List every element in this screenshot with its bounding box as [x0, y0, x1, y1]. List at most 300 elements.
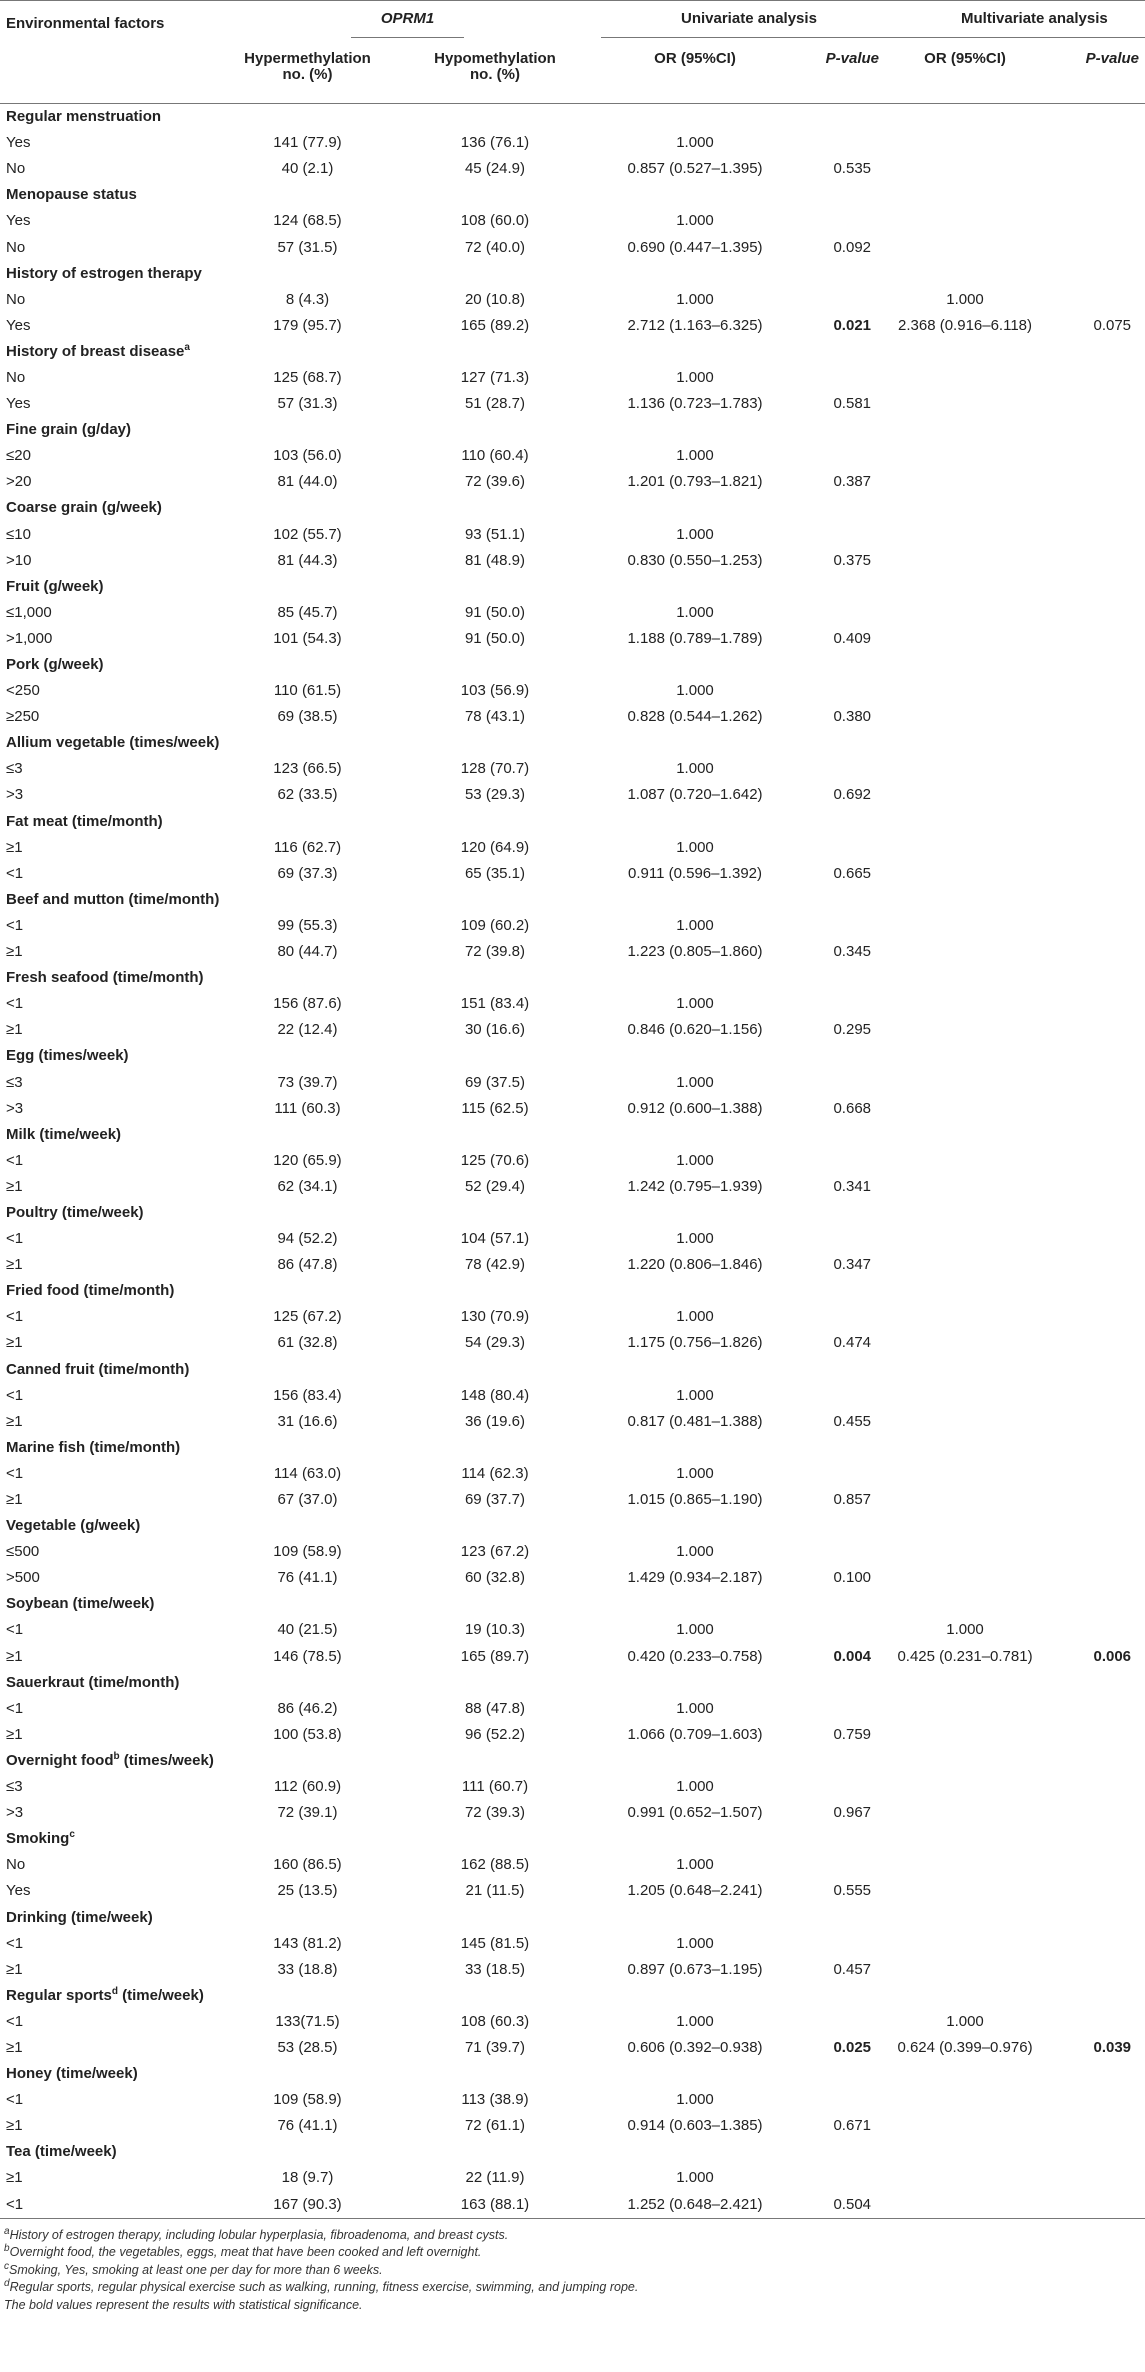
or-univariate-cell: 1.000 — [676, 1699, 714, 1717]
hyper-cell: 85 (45.7) — [277, 603, 338, 621]
category-label — [0, 1200, 1145, 1226]
p-univariate-cell: 0.967 — [833, 1804, 872, 1822]
or-univariate-cell: 1.000 — [676, 290, 714, 308]
category-label — [0, 652, 1145, 678]
p-multivariate-cell — [1045, 1461, 1145, 1487]
level-cell: ≥1 — [6, 1021, 23, 1039]
level-cell: ≥250 — [6, 708, 40, 726]
or-univariate-cell: 0.828 (0.544–1.262) — [627, 708, 763, 726]
or-multivariate-cell — [885, 1931, 1045, 1957]
table-row — [0, 2035, 1145, 2061]
p-univariate-cell: 0.457 — [833, 1960, 872, 1978]
category-label-text: Allium vegetable (times/week) — [6, 734, 220, 752]
p-multivariate-cell — [1045, 234, 1145, 260]
hyper-cell: 86 (47.8) — [277, 1256, 338, 1274]
col-header-hypo-line1: Hypomethylation — [434, 50, 556, 67]
p-multivariate-cell — [1045, 1409, 1145, 1435]
or-univariate-cell: 1.000 — [676, 1856, 714, 1874]
category-label-text: Smoking — [6, 1830, 70, 1848]
p-multivariate-cell — [1045, 2087, 1145, 2113]
level-cell: ≥1 — [6, 2117, 23, 2135]
hypo-cell: 72 (61.1) — [464, 2117, 526, 2135]
table-row — [0, 1304, 1145, 1330]
level-cell: <1 — [6, 1621, 24, 1639]
footnote-line — [4, 2227, 1141, 2245]
footnote-marker: c — [69, 1829, 75, 1841]
category-label-text: History of estrogen therapy — [6, 264, 202, 282]
hyper-cell: 31 (16.6) — [277, 1412, 338, 1430]
or-multivariate-cell — [885, 626, 1045, 652]
hypo-cell: 125 (70.6) — [460, 1151, 530, 1169]
hyper-cell: 53 (28.5) — [277, 2038, 338, 2056]
or-multivariate-cell — [885, 443, 1045, 469]
table-row — [0, 1226, 1145, 1252]
or-multivariate-cell — [885, 208, 1045, 234]
category-label — [0, 887, 1145, 913]
p-multivariate-cell — [1045, 782, 1145, 808]
table-row — [0, 600, 1145, 626]
category-row — [0, 1200, 1145, 1226]
level-cell: ≤500 — [6, 1543, 40, 1561]
or-univariate-cell: 2.712 (1.163–6.325) — [627, 316, 763, 334]
or-univariate-cell: 1.000 — [676, 1934, 714, 1952]
category-label-text: History of breast disease — [6, 342, 185, 360]
p-univariate-cell — [795, 1617, 885, 1643]
p-univariate-cell — [795, 287, 885, 313]
or-univariate-cell: 1.000 — [676, 1464, 714, 1482]
level-cell: ≥1 — [6, 2169, 23, 2187]
or-univariate-cell: 1.000 — [676, 525, 714, 543]
p-multivariate-cell — [1045, 1852, 1145, 1878]
table-row — [0, 2009, 1145, 2035]
level-cell: No — [6, 160, 26, 178]
level-cell: <1 — [6, 2195, 24, 2213]
hyper-cell: 109 (58.9) — [273, 1543, 342, 1561]
table-row — [0, 313, 1145, 339]
hyper-cell: 100 (53.8) — [273, 1725, 342, 1743]
table-row — [0, 1852, 1145, 1878]
hypo-cell: 108 (60.3) — [460, 2012, 530, 2030]
hypo-cell: 115 (62.5) — [461, 1099, 529, 1117]
p-multivariate-cell — [1045, 2009, 1145, 2035]
category-label — [0, 574, 1145, 600]
hypo-cell: 30 (16.6) — [464, 1021, 526, 1039]
category-label — [0, 1122, 1145, 1148]
p-multivariate-cell — [1045, 2165, 1145, 2191]
category-label-text: Coarse grain (g/week) — [6, 499, 162, 517]
table-row — [0, 835, 1145, 861]
category-row — [0, 182, 1145, 208]
p-multivariate-cell — [1045, 1383, 1145, 1409]
col-header-or-multivariate: OR (95%CI) — [885, 47, 1045, 104]
level-cell: ≥1 — [6, 2038, 23, 2056]
or-multivariate-cell — [885, 1878, 1045, 1904]
category-label-text: Soybean (time/week) — [6, 1595, 155, 1613]
p-multivariate-cell — [1045, 704, 1145, 730]
or-univariate-cell: 1.000 — [676, 447, 714, 465]
category-row — [0, 1670, 1145, 1696]
or-multivariate-cell — [885, 2192, 1045, 2219]
table-row — [0, 2165, 1145, 2191]
or-univariate-cell: 1.000 — [676, 1308, 714, 1326]
col-header-hyper-line1: Hypermethylation — [244, 50, 371, 67]
or-multivariate-cell — [885, 522, 1045, 548]
p-multivariate-cell — [1045, 1878, 1145, 1904]
or-univariate-cell: 1.000 — [676, 1230, 714, 1248]
hypo-cell: 127 (71.3) — [460, 368, 530, 386]
table-row — [0, 391, 1145, 417]
footnote-mark: a — [4, 2225, 10, 2237]
p-multivariate-cell — [1045, 756, 1145, 782]
p-multivariate-cell — [1045, 156, 1145, 182]
hyper-cell: 73 (39.7) — [277, 1073, 338, 1091]
col-header-hyper — [220, 47, 395, 104]
p-multivariate-cell — [1045, 939, 1145, 965]
or-multivariate-cell — [885, 782, 1045, 808]
hyper-cell: 25 (13.5) — [277, 1882, 338, 1900]
hypo-cell: 136 (76.1) — [460, 134, 530, 152]
or-univariate-cell: 0.857 (0.527–1.395) — [627, 160, 763, 178]
or-multivariate-cell — [885, 1304, 1045, 1330]
or-multivariate-cell — [885, 1330, 1045, 1356]
table-row — [0, 1069, 1145, 1095]
footnote-marker: a — [184, 341, 190, 353]
p-multivariate-cell — [1045, 1174, 1145, 1200]
footnote-mark: c — [4, 2260, 9, 2272]
or-univariate-cell: 1.000 — [676, 916, 714, 934]
p-univariate-cell: 0.535 — [833, 160, 872, 178]
col-header-p-multivariate — [1045, 47, 1145, 104]
category-row — [0, 1435, 1145, 1461]
hyper-cell: 61 (32.8) — [277, 1334, 338, 1352]
or-univariate-cell: 1.066 (0.709–1.603) — [627, 1725, 763, 1743]
hyper-cell: 112 (60.9) — [273, 1778, 342, 1796]
hypo-cell: 20 (10.8) — [464, 290, 526, 308]
or-multivariate-cell — [885, 156, 1045, 182]
p-univariate-cell: 0.581 — [833, 395, 872, 413]
category-row — [0, 1357, 1145, 1383]
level-cell: <1 — [6, 1230, 24, 1248]
or-univariate-cell: 1.087 (0.720–1.642) — [627, 786, 763, 804]
or-multivariate-cell — [885, 835, 1045, 861]
or-univariate-cell: 0.911 (0.596–1.392) — [628, 864, 762, 882]
category-label-text: Milk (time/week) — [6, 1125, 122, 1143]
hyper-cell: 33 (18.8) — [277, 1960, 338, 1978]
p-multivariate-cell — [1045, 548, 1145, 574]
p-univariate-cell: 0.021 — [833, 316, 872, 334]
level-cell: No — [6, 1856, 26, 1874]
table-row — [0, 1957, 1145, 1983]
col-header-univariate-group — [595, 1, 885, 48]
hypo-cell: 111 (60.7) — [461, 1778, 529, 1796]
table-row — [0, 1696, 1145, 1722]
p-univariate-cell — [795, 1461, 885, 1487]
p-multivariate-cell — [1045, 287, 1145, 313]
or-multivariate-cell: 1.000 — [946, 1621, 984, 1639]
category-row — [0, 1748, 1145, 1774]
p-univariate-cell: 0.555 — [833, 1882, 872, 1900]
hypo-cell: 96 (52.2) — [464, 1725, 526, 1743]
level-cell: ≤20 — [6, 447, 31, 465]
category-row — [0, 574, 1145, 600]
table-row — [0, 548, 1145, 574]
or-univariate-cell: 1.000 — [676, 1386, 714, 1404]
or-multivariate-cell — [885, 704, 1045, 730]
or-univariate-cell: 1.000 — [676, 838, 714, 856]
hypo-cell: 163 (88.1) — [460, 2195, 530, 2213]
hypo-cell: 113 (38.9) — [461, 2091, 529, 2109]
p-univariate-cell: 0.455 — [833, 1412, 872, 1430]
p-univariate-cell — [795, 2009, 885, 2035]
or-multivariate-cell — [885, 1409, 1045, 1435]
level-cell: ≥1 — [6, 838, 23, 856]
p-univariate-cell — [795, 1852, 885, 1878]
category-label — [0, 182, 1145, 208]
table-row — [0, 469, 1145, 495]
category-row — [0, 417, 1145, 443]
category-label-text: Fruit (g/week) — [6, 577, 104, 595]
category-label — [0, 1513, 1145, 1539]
table-row — [0, 1722, 1145, 1748]
table-row — [0, 1878, 1145, 1904]
category-label-text: Tea (time/week) — [6, 2143, 117, 2161]
or-univariate-cell: 1.000 — [676, 2091, 714, 2109]
category-row — [0, 887, 1145, 913]
category-label-suffix: (times/week) — [119, 1751, 214, 1769]
or-univariate-cell: 1.000 — [676, 368, 714, 386]
or-multivariate-cell — [885, 2165, 1045, 2191]
p-multivariate-cell — [1045, 1148, 1145, 1174]
or-univariate-cell: 0.914 (0.603–1.385) — [627, 2117, 763, 2135]
level-cell: >500 — [6, 1569, 40, 1587]
or-multivariate-cell — [885, 548, 1045, 574]
or-multivariate-cell — [885, 234, 1045, 260]
table-row — [0, 287, 1145, 313]
category-label-text: Beef and mutton (time/month) — [6, 890, 220, 908]
table-body — [0, 104, 1145, 2219]
table-row — [0, 522, 1145, 548]
or-multivariate-cell — [885, 469, 1045, 495]
hyper-cell: 76 (41.1) — [277, 2117, 338, 2135]
table-row — [0, 1017, 1145, 1043]
p-multivariate-cell — [1045, 1800, 1145, 1826]
hyper-cell: 69 (38.5) — [277, 708, 338, 726]
level-cell: <1 — [6, 1151, 24, 1169]
p-multivariate-cell — [1045, 1487, 1145, 1513]
or-univariate-cell: 1.000 — [676, 2169, 714, 2187]
table-row — [0, 678, 1145, 704]
category-row — [0, 2061, 1145, 2087]
p-multivariate-cell — [1045, 1330, 1145, 1356]
hyper-cell: 133(71.5) — [275, 2012, 340, 2030]
gene-group-underline — [351, 11, 464, 38]
category-label-suffix: (time/week) — [117, 1986, 204, 2004]
p-univariate-cell — [795, 1696, 885, 1722]
level-cell: ≤10 — [6, 525, 31, 543]
p-multivariate-cell: 0.075 — [1093, 316, 1132, 334]
category-label — [0, 965, 1145, 991]
p-multivariate-cell — [1045, 469, 1145, 495]
footnote-line — [4, 2279, 1141, 2297]
hyper-cell: 57 (31.5) — [277, 238, 338, 256]
footnote-text: Smoking, Yes, smoking at least one per day for more than 6 weeks. — [9, 2262, 383, 2277]
p-multivariate-cell — [1045, 443, 1145, 469]
hyper-cell: 80 (44.7) — [277, 943, 338, 961]
hypo-cell: 72 (39.6) — [464, 473, 526, 491]
hypo-cell: 162 (88.5) — [460, 1856, 530, 1874]
p-univariate-cell: 0.345 — [833, 943, 872, 961]
hypo-cell: 72 (39.3) — [464, 1804, 526, 1822]
hypo-cell: 54 (29.3) — [464, 1334, 526, 1352]
p-univariate-cell — [795, 522, 885, 548]
p-multivariate-cell: 0.039 — [1093, 2038, 1132, 2056]
p-univariate-cell — [795, 1931, 885, 1957]
or-univariate-cell: 1.015 (0.865–1.190) — [627, 1491, 763, 1509]
category-label-text: Fresh seafood (time/month) — [6, 969, 204, 987]
or-multivariate-cell: 1.000 — [946, 2012, 984, 2030]
level-cell: No — [6, 290, 26, 308]
or-multivariate-cell — [885, 1069, 1045, 1095]
table-row — [0, 1931, 1145, 1957]
or-univariate-cell: 1.000 — [676, 1543, 714, 1561]
or-univariate-cell: 1.000 — [676, 1621, 714, 1639]
or-univariate-cell: 1.000 — [676, 603, 714, 621]
hyper-cell: 116 (62.7) — [273, 838, 342, 856]
or-multivariate-cell — [885, 1226, 1045, 1252]
p-multivariate-cell — [1045, 1774, 1145, 1800]
table-row — [0, 1148, 1145, 1174]
p-multivariate-cell — [1045, 2192, 1145, 2219]
category-label — [0, 1043, 1145, 1069]
category-label — [0, 339, 1145, 365]
level-cell: ≤3 — [6, 1073, 23, 1091]
or-multivariate-cell — [885, 1722, 1045, 1748]
p-univariate-cell: 0.474 — [833, 1334, 872, 1352]
or-univariate-cell: 0.830 (0.550–1.253) — [627, 551, 763, 569]
category-label-text: Honey (time/week) — [6, 2065, 138, 2083]
hyper-cell: 120 (65.9) — [273, 1151, 342, 1169]
p-univariate-cell: 0.387 — [833, 473, 872, 491]
or-univariate-cell: 0.420 (0.233–0.758) — [627, 1647, 763, 1665]
p-univariate-cell: 0.692 — [833, 786, 872, 804]
or-multivariate-cell — [885, 1487, 1045, 1513]
p-multivariate-cell — [1045, 2113, 1145, 2139]
category-row — [0, 965, 1145, 991]
p-multivariate-cell — [1045, 1722, 1145, 1748]
category-label — [0, 1591, 1145, 1617]
table-row — [0, 1487, 1145, 1513]
p-multivariate-cell — [1045, 1696, 1145, 1722]
or-univariate-cell: 0.817 (0.481–1.388) — [627, 1412, 763, 1430]
or-multivariate-cell — [885, 391, 1045, 417]
hyper-cell: 102 (55.7) — [273, 525, 342, 543]
category-row — [0, 261, 1145, 287]
col-header-hypo-line2: no. (%) — [470, 66, 520, 83]
footnote-line — [4, 2297, 1141, 2315]
category-label — [0, 1670, 1145, 1696]
p-multivariate-cell — [1045, 991, 1145, 1017]
table-row — [0, 1096, 1145, 1122]
hypo-cell: 128 (70.7) — [460, 760, 530, 778]
table-row — [0, 1461, 1145, 1487]
p-univariate-cell: 0.665 — [833, 864, 872, 882]
or-multivariate-cell — [885, 1148, 1045, 1174]
category-label — [0, 1748, 1145, 1774]
col-header-multivariate-group — [885, 1, 1145, 48]
p-univariate-cell: 0.341 — [833, 1177, 872, 1195]
or-multivariate-cell — [885, 1017, 1045, 1043]
level-cell: Yes — [6, 1882, 31, 1900]
or-multivariate-cell — [885, 756, 1045, 782]
category-row — [0, 1904, 1145, 1930]
p-multivariate-cell: 0.006 — [1093, 1647, 1132, 1665]
table-row — [0, 782, 1145, 808]
p-univariate-cell — [795, 1148, 885, 1174]
p-univariate-cell — [795, 2087, 885, 2113]
or-univariate-cell: 1.205 (0.648–2.241) — [627, 1882, 763, 1900]
table-row — [0, 861, 1145, 887]
level-cell: Yes — [6, 212, 31, 230]
col-header-or-univariate: OR (95%CI) — [595, 47, 795, 104]
hypo-cell: 109 (60.2) — [460, 916, 530, 934]
p-multivariate-cell — [1045, 626, 1145, 652]
hyper-cell: 76 (41.1) — [277, 1569, 338, 1587]
hypo-cell: 21 (11.5) — [465, 1882, 525, 1900]
hyper-cell: 67 (37.0) — [277, 1491, 338, 1509]
hypo-cell: 130 (70.9) — [460, 1308, 530, 1326]
footnote-text: Regular sports, regular physical exercise such as walking, running, fitness exercise, swimming, and jumping rope. — [9, 2280, 639, 2295]
hyper-cell: 99 (55.3) — [277, 916, 338, 934]
or-univariate-cell: 1.000 — [676, 760, 714, 778]
p-multivariate-cell — [1045, 208, 1145, 234]
category-label — [0, 1435, 1145, 1461]
p-univariate-cell: 0.092 — [833, 238, 872, 256]
category-label-text: Poultry (time/week) — [6, 1203, 144, 1221]
or-univariate-cell: 1.242 (0.795–1.939) — [627, 1177, 763, 1195]
level-cell: ≤1,000 — [6, 603, 52, 621]
or-univariate-cell: 1.136 (0.723–1.783) — [627, 395, 763, 413]
or-univariate-cell: 1.000 — [676, 212, 714, 230]
or-multivariate-cell: 2.368 (0.916–6.118) — [898, 316, 1033, 334]
hypo-cell: 71 (39.7) — [464, 2038, 526, 2056]
p-multivariate-cell — [1045, 1957, 1145, 1983]
or-multivariate-cell: 1.000 — [946, 290, 984, 308]
hypo-cell: 78 (43.1) — [464, 708, 526, 726]
p-univariate-cell — [795, 130, 885, 156]
hypo-cell: 145 (81.5) — [460, 1934, 530, 1952]
col-header-p-multivariate-text: P-value — [1085, 50, 1140, 67]
p-univariate-cell — [795, 913, 885, 939]
p-multivariate-cell — [1045, 1617, 1145, 1643]
level-cell: >20 — [6, 473, 32, 491]
p-multivariate-cell — [1045, 913, 1145, 939]
category-row — [0, 730, 1145, 756]
or-multivariate-cell — [885, 2087, 1045, 2113]
hypo-cell: 103 (56.9) — [460, 682, 530, 700]
col-header-gene-group — [220, 1, 595, 48]
col-header-blank — [0, 47, 220, 104]
or-univariate-cell: 1.252 (0.648–2.421) — [627, 2195, 763, 2213]
level-cell: >3 — [6, 1099, 24, 1117]
category-label — [0, 1278, 1145, 1304]
or-univariate-cell: 1.175 (0.756–1.826) — [627, 1334, 763, 1352]
hypo-cell: 114 (62.3) — [461, 1464, 529, 1482]
hypo-cell: 123 (67.2) — [460, 1543, 530, 1561]
category-row — [0, 1043, 1145, 1069]
p-univariate-cell — [795, 1304, 885, 1330]
hypo-cell: 69 (37.7) — [464, 1491, 526, 1509]
level-cell: >3 — [6, 786, 24, 804]
